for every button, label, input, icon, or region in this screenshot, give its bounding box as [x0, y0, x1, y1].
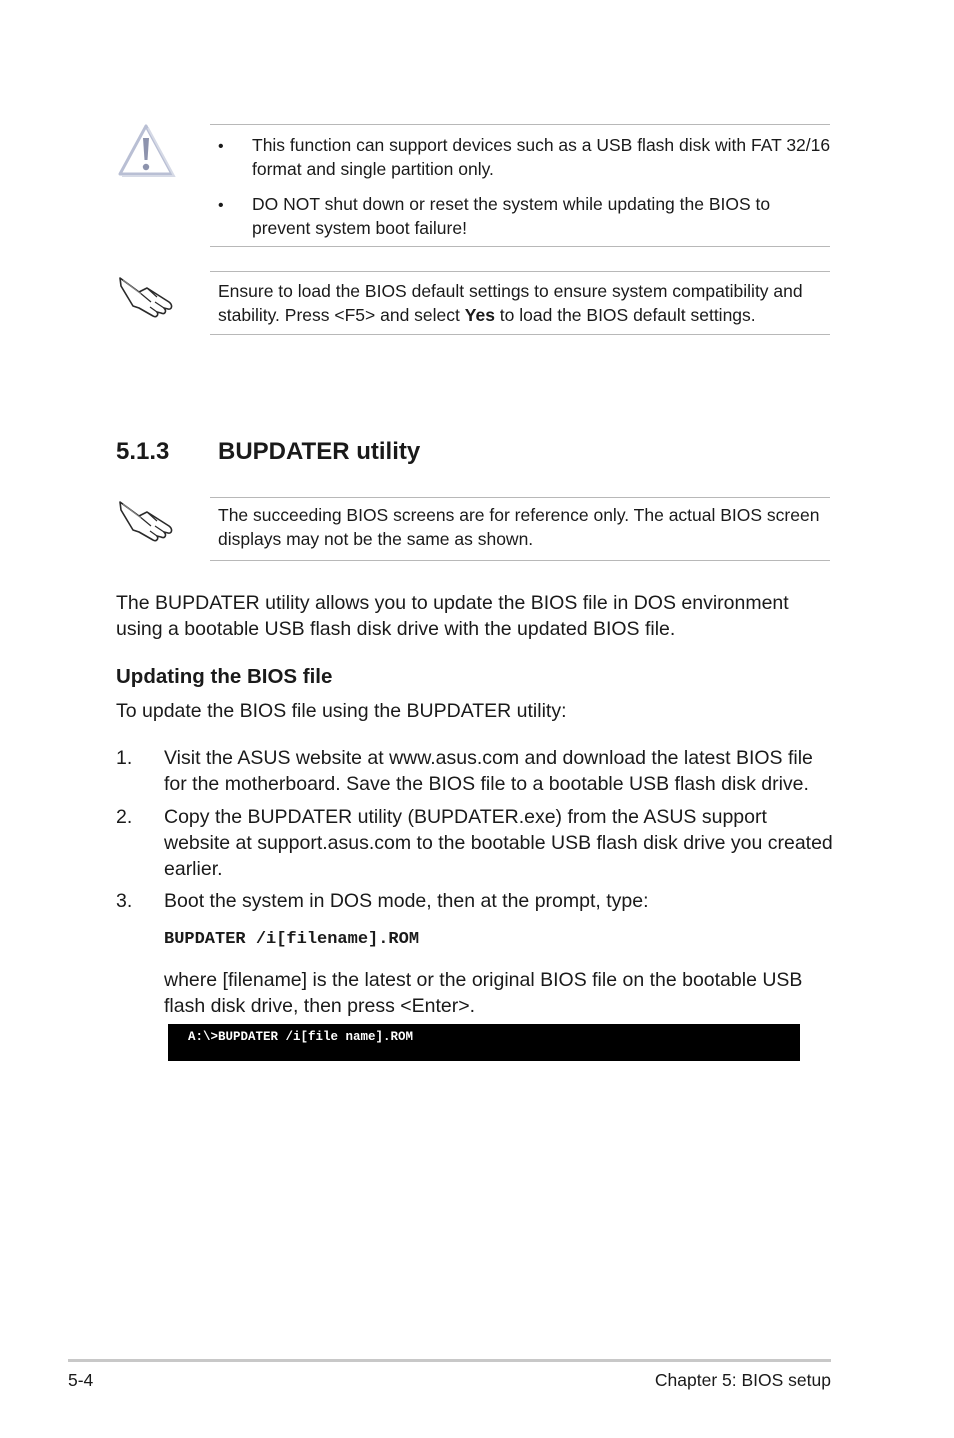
default-settings-text-end: to load the BIOS default settings.	[494, 304, 756, 325]
chapter-title: Chapter 5: BIOS setup	[654, 1370, 831, 1390]
yes-option-text: Yes	[464, 304, 495, 325]
subheading: Updating the BIOS file	[116, 665, 333, 688]
default-settings-note	[210, 271, 830, 335]
footer-divider	[68, 1359, 831, 1362]
command-text: BUPDATER /i[filename].ROM	[164, 930, 420, 949]
console-line: A:\>BUPDATER /i[file name].ROM	[188, 1030, 414, 1044]
dos-console-screen	[168, 1024, 800, 1061]
lead-paragraph: To update the BIOS file using the BUPDATER utility:	[116, 700, 567, 722]
default-settings-text-start: Ensure to load the BIOS default settings to ensure system compatibility and stability. Press <F5> and select	[218, 281, 803, 325]
page-number: 5-4	[68, 1370, 94, 1390]
reference-note-text: The succeeding BIOS screens are for reference only. The actual BIOS screen displays may not be the same as shown.	[218, 505, 820, 549]
step-number: 3.	[116, 890, 133, 912]
pointing-hand-icon	[117, 496, 179, 542]
command-explanation: where [filename] is the latest or the original BIOS file on the bootable USB flash disk drive, then press <Enter>.	[164, 969, 803, 1017]
reference-note	[210, 497, 830, 561]
warning-triangle-icon	[116, 122, 176, 178]
pointing-hand-icon	[117, 272, 179, 318]
section-number: 5.1.3	[116, 438, 170, 465]
warning-bullet-2: DO NOT shut down or reset the system while updating the BIOS to prevent system boot failure!	[252, 194, 771, 238]
warning-note	[210, 124, 830, 247]
step-number: 2.	[116, 806, 133, 828]
step-number: 1.	[116, 747, 133, 769]
step-text: Visit the ASUS website at www.asus.com and download the latest BIOS file for the motherboard. Save the BIOS file to a bootable USB flash disk drive.	[164, 747, 813, 795]
step-text: Copy the BUPDATER utility (BUPDATER.exe) from the ASUS support website at support.asus.com to the bootable USB flash disk drive you created earlier.	[164, 806, 833, 880]
bullet-symbol: •	[218, 197, 224, 214]
bullet-symbol: •	[218, 138, 224, 155]
section-title: BUPDATER utility	[218, 438, 421, 465]
warning-bullet-1: This function can support devices such as a USB flash disk with FAT 32/16 format and single partition only.	[252, 135, 831, 179]
step-text: Boot the system in DOS mode, then at the prompt, type:	[164, 890, 649, 912]
default-settings-text	[218, 280, 828, 327]
intro-paragraph: The BUPDATER utility allows you to update the BIOS file in DOS environment using a bootable USB flash disk drive with the updated BIOS file.	[116, 592, 789, 640]
